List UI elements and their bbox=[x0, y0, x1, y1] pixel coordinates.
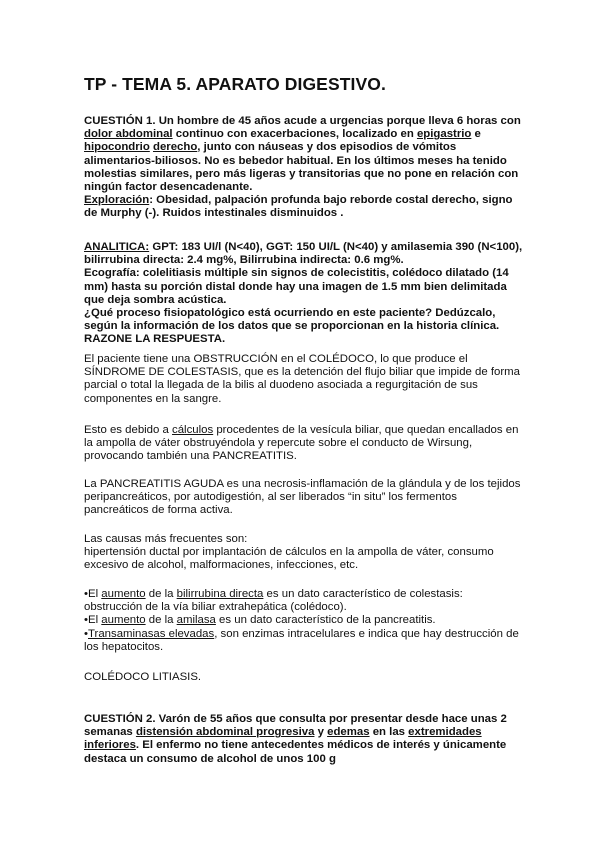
question-1-statement: CUESTIÓN 1. Un hombre de 45 años acude a urgencias porque lleva 6 horas con dolor abdominal continuo con exacerbaciones, localizado en epigastrio e hipocondrio derecho, junto con náuseas y dos episodios de vómitos alimentarios-biliosos. No es bebedor habitual. En los últimos meses ha tenido molestias similares, pero más ligeras y transitorias que no pone en relación con ningún factor desencadenante. Exploración: Obesidad, palpación profunda bajo reborde costal derecho, signo de Murphy (-). Ruidos intestinales disminuidos . bbox=[84, 115, 521, 220]
bullet-item: •El aumento de la amilasa es un dato característico de la pancreatitis. bbox=[84, 614, 436, 627]
ecografia-text: Ecografía: colelitiasis múltiple sin signos de colecistitis, colédoco dilatado (14 mm) hasta su porción distal donde hay una imagen de 1.5 mm bien delimitada que deja sombra acústica. bbox=[84, 267, 509, 306]
exploracion-label: Exploración bbox=[84, 194, 150, 207]
question-2-statement: CUESTIÓN 2. Varón de 55 años que consulta por presentar desde hace unas 2 semanas distensión abdominal progresiva y edemas en las extremidades inferiores. El enfermo no tiene antecedentes médicos de interés y únicamente destaca un consumo de alcohol de unos 100 g bbox=[84, 713, 507, 765]
analitica-label: ANALITICA: bbox=[84, 241, 150, 253]
answer-paragraph-3: La PANCREATITIS AGUDA es una necrosis-inflamación de la glándula y de los tejidos peripancreáticos, por autodigestión, al ser liberados “in situ” los fermentos pancreáticos de forma activa. bbox=[84, 478, 521, 517]
bullet-item: •Transaminasas elevadas, son enzimas intracelulares e indica que hay destrucción de los hepatocitos. bbox=[84, 627, 519, 653]
answer-bullets bbox=[84, 588, 524, 654]
question-1-label: CUESTIÓN 1. bbox=[84, 115, 156, 127]
answer-paragraph-4: Las causas más frecuentes son: hipertensión ductal por implantación de cálculos en la ampolla de váter, consumo excesivo de alcohol, malformaciones, infecciones, etc. bbox=[84, 533, 494, 572]
bullet-item: •El aumento de la bilirrubina directa es un dato característico de colestasis: obstrucción de la vía biliar extrahepática (colédoco). bbox=[84, 588, 463, 614]
lab-results: ANALITICA: GPT: 183 UI/l (N<40), GGT: 150 UI/L (N<40) y amilasemia 390 (N<100), bilirrubina directa: 2.4 mg%, Bilirrubina indirecta: 0.6 mg%. Ecografía: colelitiasis múltiple sin signos de colecistitis, colédoco dilatado (14 mm) hasta su porción distal donde hay una imagen de 1.5 mm bien delimitada que deja sombra acústica. ¿Qué proceso fisiopatológico está ocurriendo en este paciente? Dedúzcalo, según la información de los datos que se proporcionan en la historia clínica. RAZONE LA RESPUESTA. bbox=[84, 241, 523, 346]
question-1-prompt: ¿Qué proceso fisiopatológico está ocurriendo en este paciente? Dedúzcalo, según la información de los datos que se proporcionan en la historia clínica. RAZONE LA RESPUESTA. bbox=[84, 307, 500, 346]
answer-paragraph-2: Esto es debido a cálculos procedentes de la vesícula biliar, que quedan encallados en la ampolla de váter obstruyéndola y repercute sobre el conducto de Wirsung, provocando también una PANCREATITIS. bbox=[84, 424, 519, 463]
answer-conclusion: COLÉDOCO LITIASIS. bbox=[84, 671, 202, 683]
page-title: TP - TEMA 5. APARATO DIGESTIVO. bbox=[84, 74, 386, 94]
answer-paragraph-1: El paciente tiene una OBSTRUCCIÓN en el COLÉDOCO, lo que produce el SÍNDROME DE COLESTASIS, que es la detención del flujo biliar que impide de forma parcial o total la llegada de la bilis al duodeno asociada a regurgitación de sus componentes en la sangre. bbox=[84, 353, 520, 405]
